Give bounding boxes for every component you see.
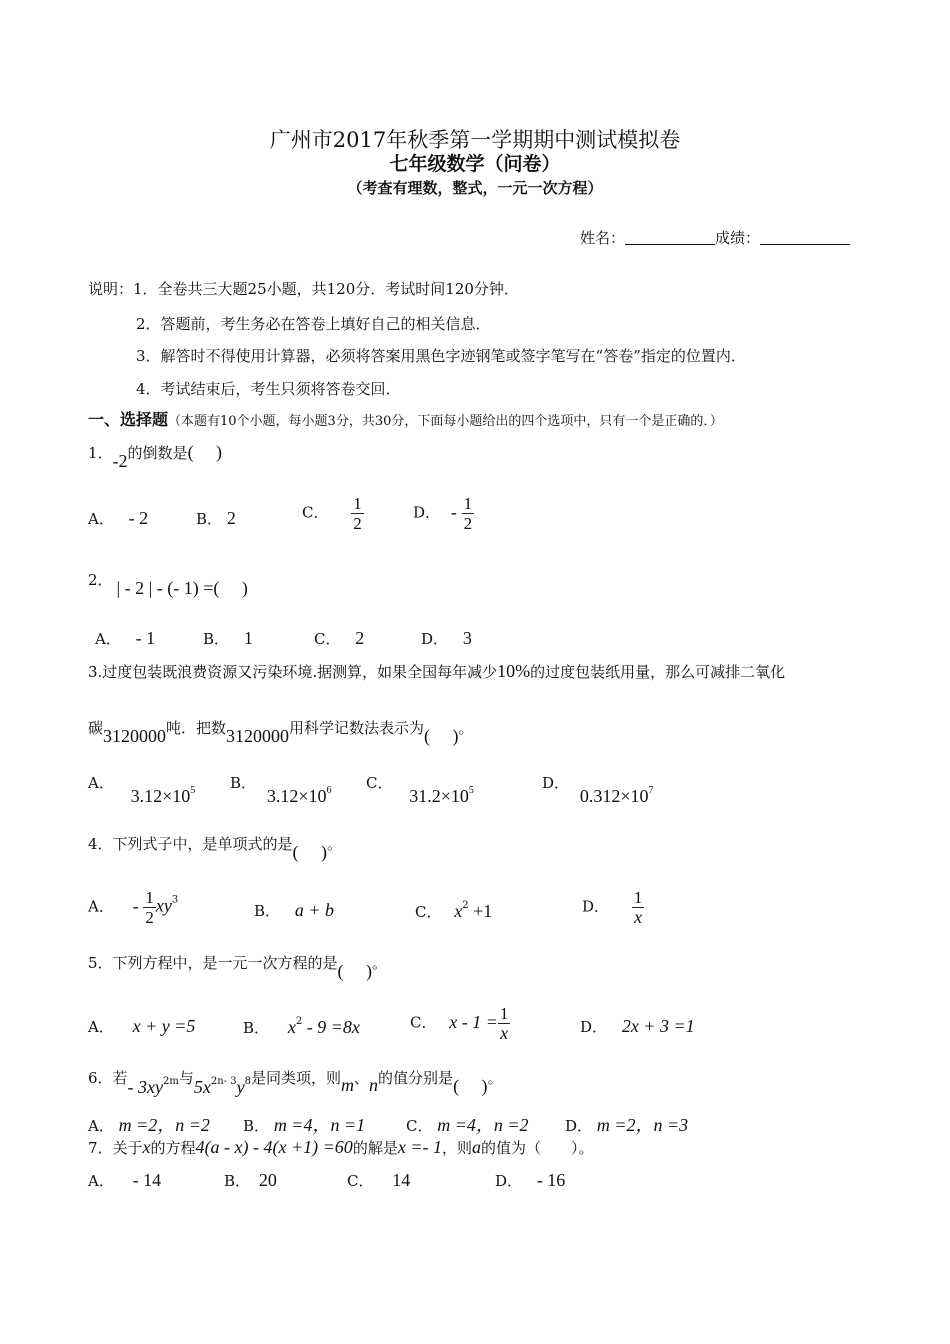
name-label: 姓名： — [580, 229, 626, 247]
instruction-1: 说明：1．全卷共三大题25小题，共120分．考试时间120分钟． — [88, 280, 519, 298]
q7-option-d[interactable]: D． - 16 — [495, 1170, 566, 1190]
q1-c-fraction: $\frac{1}{2}$ — [353, 494, 362, 533]
q3-option-a[interactable]: A． $3.12\times 10^5$ — [88, 774, 196, 806]
q7-stem: 7．关于x的方程4(a - x) - 4(x +1) =60的解是x =- 1，则a的值为（ ）。 — [88, 1137, 594, 1157]
q3-option-d[interactable]: D． $0.312\times 10^7$ — [542, 774, 654, 806]
instruction-4: 4．考试结束后，考生只须将答卷交回． — [136, 380, 401, 398]
q2-option-b[interactable]: B． 1 — [203, 628, 253, 648]
q4-option-c[interactable]: C． $x^2 +1$ — [415, 900, 493, 921]
section-title: 一、选择题 — [88, 410, 169, 429]
score-label: 成绩： — [715, 229, 761, 247]
q6-option-d[interactable]: D． m =2，n =3 — [565, 1115, 689, 1135]
q7-option-b[interactable]: B． 20 — [224, 1170, 277, 1190]
q6-option-c[interactable]: C． m =4，n =2 — [406, 1115, 529, 1135]
q1-option-a[interactable]: A． - 2 — [88, 508, 149, 528]
q3-percent: 10% — [497, 661, 531, 681]
q5-option-b[interactable]: B． $x^2 - 9 =8x$ — [243, 1016, 360, 1037]
q1-d-fraction: $\frac{1}{2}$ — [463, 494, 473, 533]
instruction-2: 2．答题前，考生务必在答卷上填好自己的相关信息． — [136, 315, 491, 333]
name-field[interactable] — [625, 228, 715, 245]
q4-option-b[interactable]: B． a + b — [254, 900, 334, 920]
q2-expr: | - 2 | - (- 1) =( ) — [116, 578, 248, 598]
q5-option-c[interactable]: C． x - 1 = $\frac{1}{x}$ — [410, 1004, 509, 1043]
q2-option-d[interactable]: D． 3 — [421, 628, 472, 648]
q6-option-b[interactable]: B． m =4，n =1 — [243, 1115, 366, 1135]
q1-expr: -2 — [112, 451, 128, 471]
section-heading — [88, 407, 723, 430]
q1-option-d[interactable]: D． - $\frac{1}{2}$ — [413, 494, 473, 533]
q3-paren: ( ) — [424, 726, 459, 746]
q4-d-fraction: $\frac{1}{x}$ — [633, 888, 643, 927]
q7-option-a[interactable]: A． - 14 — [88, 1170, 162, 1190]
q4-a-fraction: $\frac{1}{2}$ — [145, 888, 154, 927]
q5-option-a[interactable]: A． x + y =5 — [88, 1016, 196, 1036]
q4-option-a[interactable]: A． - $\frac{1}{2}$ $xy^3$ — [88, 888, 179, 927]
instructions-lead: 说明： — [88, 280, 134, 298]
q1-option-b[interactable]: B． 2 — [196, 508, 236, 528]
exam-scope: （考查有理数，整式，一元一次方程） — [347, 179, 603, 197]
instruction-3: 3．解答时不得使用计算器，必须将答案用黑色字迹钢笔或签字笔写在“答卷”指定的位置内． — [136, 347, 746, 365]
q1-stem: 1．-2的倒数是( ) — [88, 442, 223, 471]
q2-stem: 2． | - 2 | - (- 1) =( ) — [88, 571, 248, 598]
q2-option-c[interactable]: C． 2 — [314, 628, 365, 648]
q4-paren: ( ) — [292, 842, 328, 862]
student-info — [580, 227, 850, 248]
q1-paren: ( ) — [187, 442, 223, 462]
q2-option-a[interactable]: A． - 1 — [95, 628, 156, 648]
q6-paren: ( ) — [453, 1076, 488, 1096]
q7-option-c[interactable]: C． 14 — [347, 1170, 411, 1190]
score-field[interactable] — [760, 228, 850, 245]
q6-stem: 6．若- $3xy^{2m}$与$5x^{2n- 3}y^8$是同类项，则m、n的值分别是( )。 — [88, 1069, 503, 1097]
q5-stem: 5．下列方程中，是一元一次方程的是( )。 — [88, 954, 388, 981]
q3-option-b[interactable]: B． $3.12\times 10^6$ — [230, 774, 332, 806]
q5-option-d[interactable]: D． 2x + 3 =1 — [580, 1016, 695, 1036]
q3-line1: 3.过度包装既浪费资源又污染环境.据测算，如果全国每年减少10%的过度包装纸用量，那么可减排二氧化 — [88, 661, 786, 681]
q3-line2: 碳3120000吨．把数3120000用科学记数法表示为( )。 — [88, 719, 474, 746]
q4-stem: 4．下列式子中，是单项式的是( )。 — [88, 835, 343, 862]
exam-title: 广州市2017年秋季第一学期期中测试模拟卷 — [269, 128, 681, 152]
q5-paren: ( ) — [337, 961, 373, 981]
q3-option-c[interactable]: C． $31.2\times 10^5$ — [366, 774, 474, 806]
q1-option-c[interactable]: C． $\frac{1}{2}$ — [302, 494, 362, 533]
exam-subtitle: 七年级数学（问卷） — [389, 153, 561, 175]
q5-c-fraction: $\frac{1}{x}$ — [499, 1004, 509, 1043]
section-note: （本题有10个小题，每小题3分，共30分，下面每小题给出的四个选项中，只有一个是正确的．） — [168, 414, 723, 429]
q6-option-a[interactable]: A． m =2，n =2 — [88, 1115, 210, 1135]
q4-option-d[interactable]: D． $\frac{1}{x}$ — [582, 888, 643, 927]
